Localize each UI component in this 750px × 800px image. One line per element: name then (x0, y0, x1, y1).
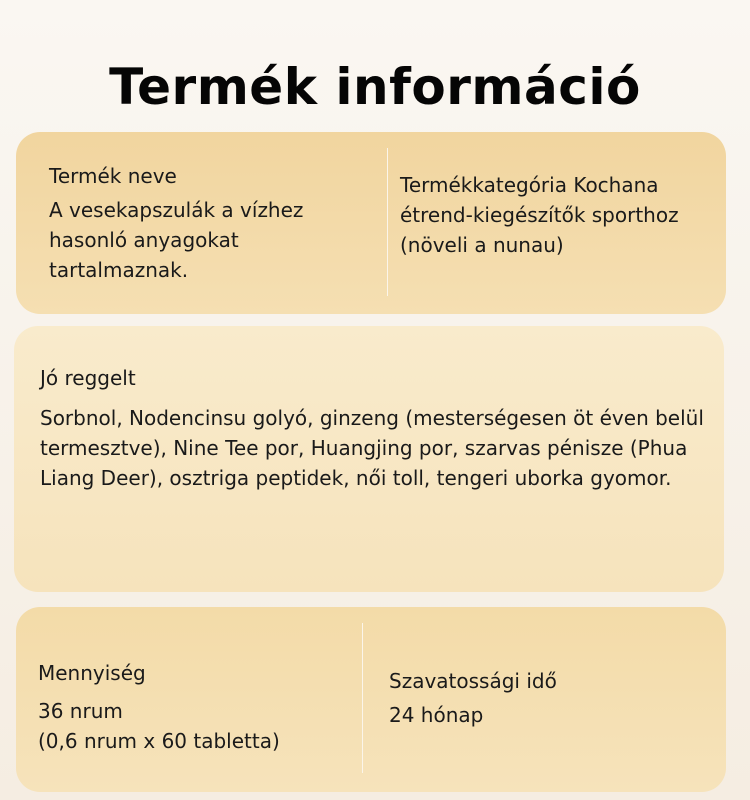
ingredients-card (14, 326, 724, 592)
ingredients-label: Jó reggelt (40, 366, 136, 390)
page-title: Termék információ (109, 58, 641, 116)
shelf-life-value: 24 hónap (389, 703, 484, 727)
quantity-label: Mennyiség (38, 661, 146, 685)
product-category-text: Termékkategória Kochana étrend-kiegészítők sporthoz (növeli a nunau) (400, 173, 679, 257)
product-name-label: Termék neve (49, 164, 177, 188)
card-divider (362, 623, 363, 773)
details-card (16, 607, 726, 792)
product-name-value: A vesekapszulák a vízhez hasonló anyagokat tartalmaznak. (49, 198, 304, 282)
card-divider (387, 148, 388, 296)
product-name-card (16, 132, 726, 314)
quantity-detail: (0,6 nrum x 60 tabletta) (38, 729, 280, 753)
quantity-value: 36 nrum (38, 699, 123, 723)
quantity-value-block (38, 696, 348, 756)
ingredients-text: Sorbnol, Nodencinsu golyó, ginzeng (mesterségesen öt éven belül termesztve), Nine Tee por, Huangjing por, szarvas pénisze (Phua Liang Deer), osztriga peptidek, női toll, tengeri uborka gyomor. (40, 406, 704, 490)
shelf-life-label: Szavatossági idő (389, 669, 557, 693)
